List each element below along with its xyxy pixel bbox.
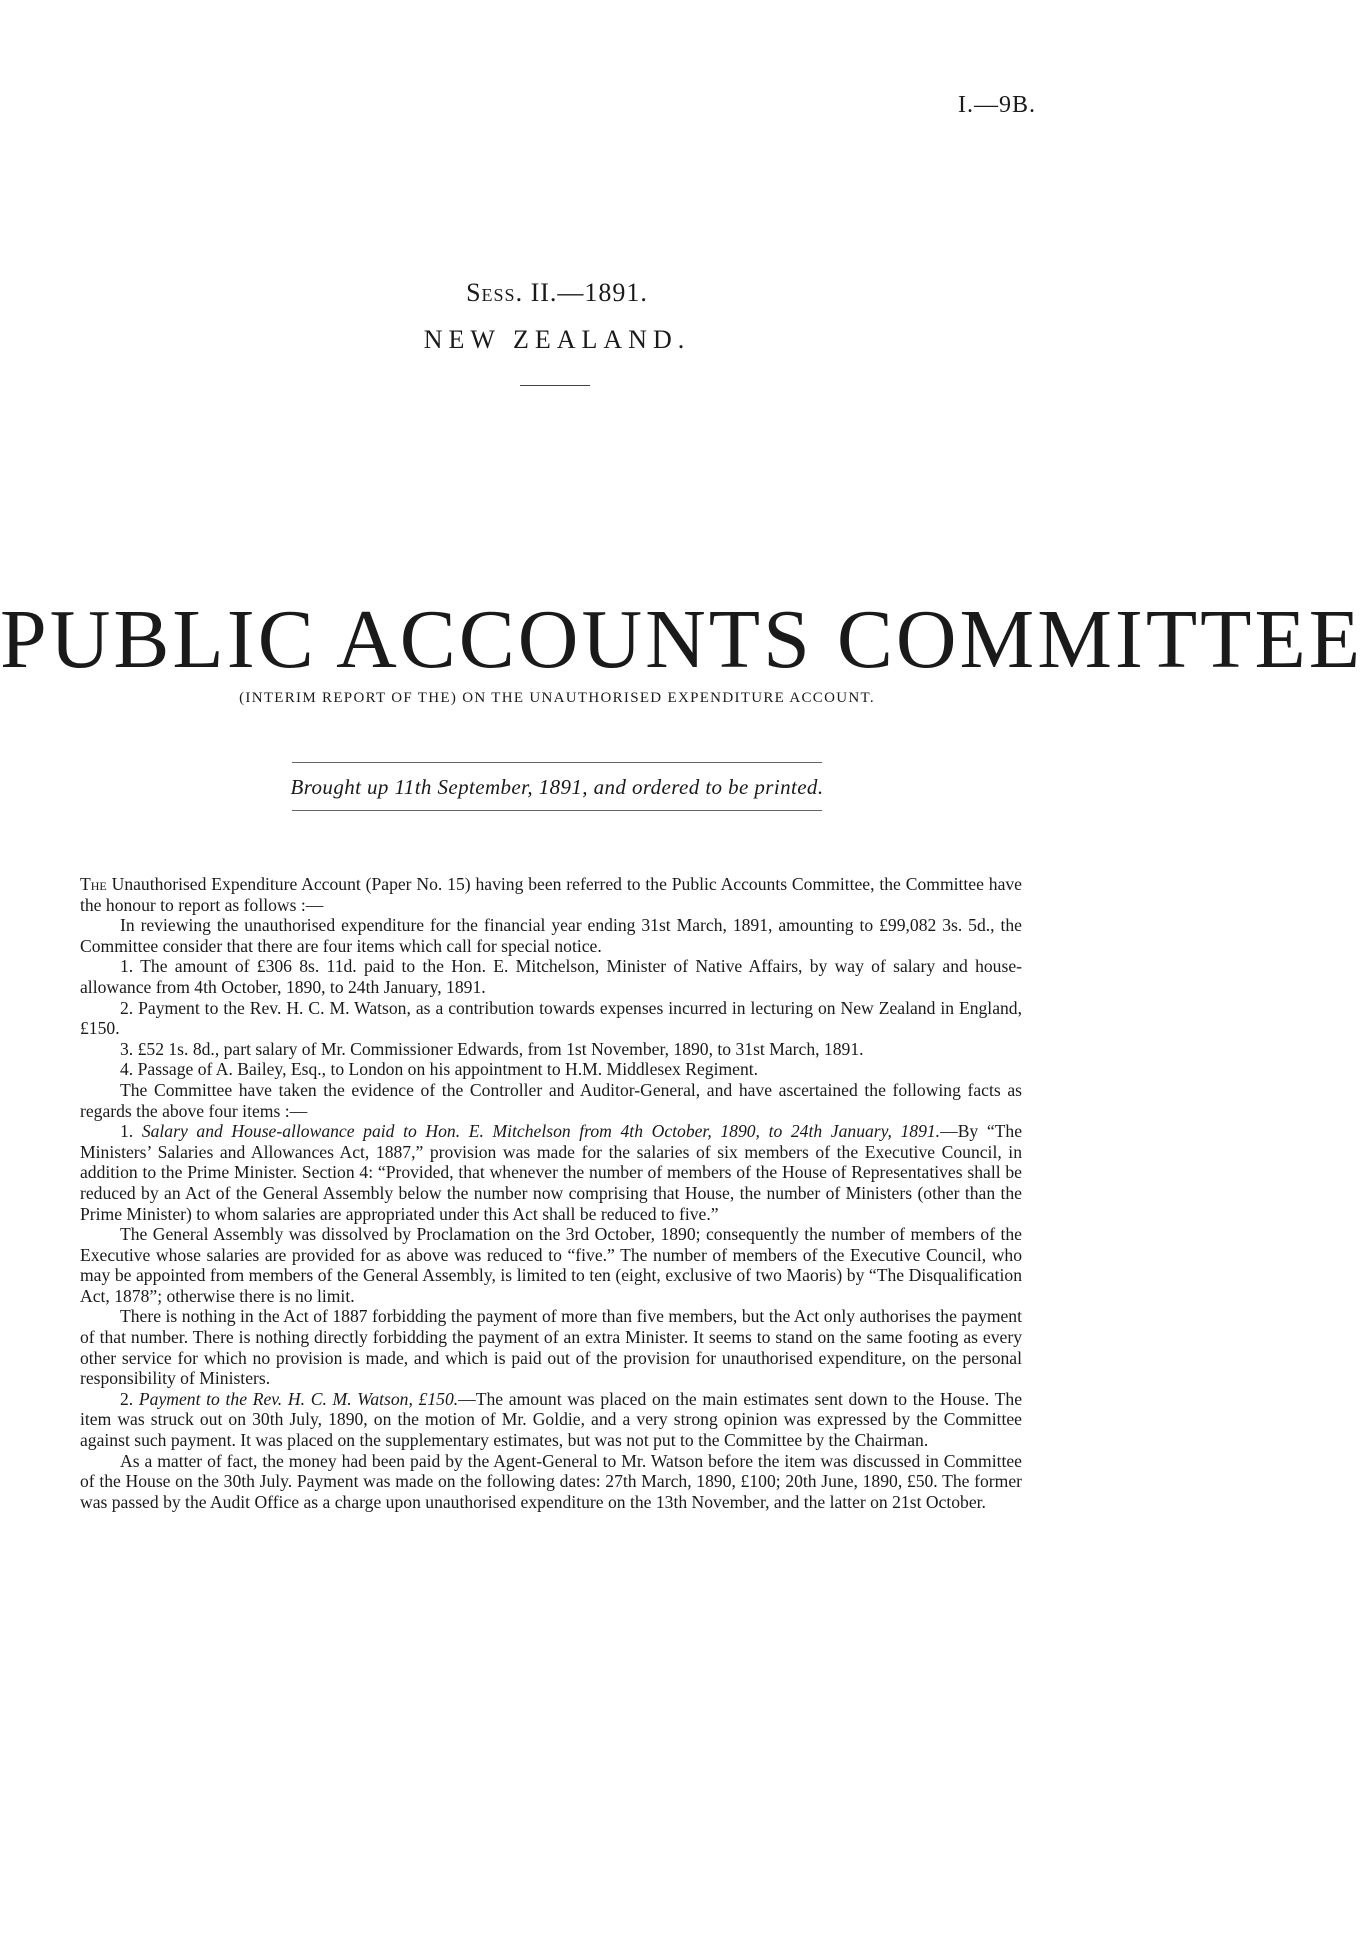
finding-2-number: 2. xyxy=(120,1388,139,1409)
report-body xyxy=(80,874,1022,1512)
paragraph-payment-dates: As a matter of fact, the money had been paid by the Agent-General to Mr. Watson before the item was discussed in Committee of the House on the 30th July. Payment was made on the following dates: 27th March, 1890, £100; 20th June, 1890, £50. The former was passed by the Audit Office as a charge upon unauthorised expenditure on the 13th November, and the latter on 21st October. xyxy=(80,1450,1022,1512)
intro-text: Unauthorised Expenditure Account (Paper No. 15) having been referred to the Public Accounts Committee, the Committee have the honour to report as follows :— xyxy=(80,874,1022,915)
page-reference: I.—9B. xyxy=(958,92,1036,118)
paragraph-review: In reviewing the unauthorised expenditure for the financial year ending 31st March, 1891, amounting to £99,082 3s. 5d., the Committee consider that there are four items which call for special notice. xyxy=(80,915,1022,956)
finding-1-number: 1. xyxy=(120,1121,142,1142)
item-4: 4. Passage of A. Bailey, Esq., to London on his appointment to H.M. Middlesex Regiment. xyxy=(120,1059,759,1080)
divider-top xyxy=(292,762,822,763)
finding-2 xyxy=(80,1389,1022,1451)
finding-2-heading: Payment to the Rev. H. C. M. Watson, £150. xyxy=(138,1388,459,1409)
session-prefix: Sess. xyxy=(466,278,524,307)
session-number: II.—1891. xyxy=(530,278,648,307)
document-title: PUBLIC ACCOUNTS COMMITTEE xyxy=(0,593,1363,686)
session-line xyxy=(0,278,1114,308)
finding-2-text: —The amount was placed on the main estimates sent down to the House. The item was struck out on 30th July, 1890, on the motion of Mr. Goldie, and a very strong opinion was expressed by the Committee against such payment. It was placed on the supplementary estimates, but was not put to the Committee by the Chairman. xyxy=(80,1388,1022,1451)
item-2: 2. Payment to the Rev. H. C. M. Watson, as a contribution towards expenses incurred in lecturing on New Zealand in England, £150. xyxy=(80,997,1022,1039)
intro-lead-word: The xyxy=(80,874,107,894)
paragraph-act-1887: There is nothing in the Act of 1887 forbidding the payment of more than five members, but the Act only authorises the payment of that number. There is nothing directly forbidding the payment of an extra Minister. It seems to stand on the same footing as every other service for which no provision is made, and which is paid out of the provision for unauthorised expenditure, on the personal responsibility of Ministers. xyxy=(80,1306,1022,1389)
paragraph-evidence: The Committee have taken the evidence of the Controller and Auditor-General, and have ascertained the following facts as regards the above four items :— xyxy=(80,1079,1022,1121)
paragraph-dissolution: The General Assembly was dissolved by Proclamation on the 3rd October, 1890; consequently the number of members of the Executive whose salaries are provided for as above was reduced to “five.” The number of members of the Executive Council, who may be appointed from members of the General Assembly, is limited to ten (eight, exclusive of two Maoris) by “The Disqualification Act, 1878”; otherwise there is no limit. xyxy=(80,1224,1022,1306)
divider-short xyxy=(520,385,590,386)
paragraph-intro xyxy=(80,874,1022,915)
finding-1 xyxy=(80,1121,1022,1224)
item-1: 1. The amount of £306 8s. 11d. paid to the Hon. E. Mitchelson, Minister of Native Affairs, by way of salary and house-allowance from 4th October, 1890, to 24th January, 1891. xyxy=(80,956,1022,997)
document-subtitle: (INTERIM REPORT OF THE) ON THE UNAUTHORISED EXPENDITURE ACCOUNT. xyxy=(239,690,875,706)
divider-bottom xyxy=(292,810,822,811)
brought-up-note: Brought up 11th September, 1891, and ordered to be printed. xyxy=(290,775,824,799)
country-heading: NEW ZEALAND. xyxy=(423,325,691,354)
item-3: 3. £52 1s. 8d., part salary of Mr. Commissioner Edwards, from 1st November, 1890, to 31st March, 1891. xyxy=(120,1038,864,1059)
finding-1-heading: Salary and House-allowance paid to Hon. E. Mitchelson from 4th October, 1890, to 24th January, 1891. xyxy=(141,1121,941,1142)
finding-1-text: —By “The Ministers’ Salaries and Allowances Act, 1887,” provision was made for the salaries of six members of the Executive Council, in addition to the Prime Minister. Section 4: “Provided, that whenever the number of members of the House of Representatives shall be reduced by an Act of the General Assembly below the number now comprising that House, the number of Ministers (other than the Prime Minister) to whom salaries are appropriated under this Act shall be reduced to five.” xyxy=(80,1121,1023,1224)
